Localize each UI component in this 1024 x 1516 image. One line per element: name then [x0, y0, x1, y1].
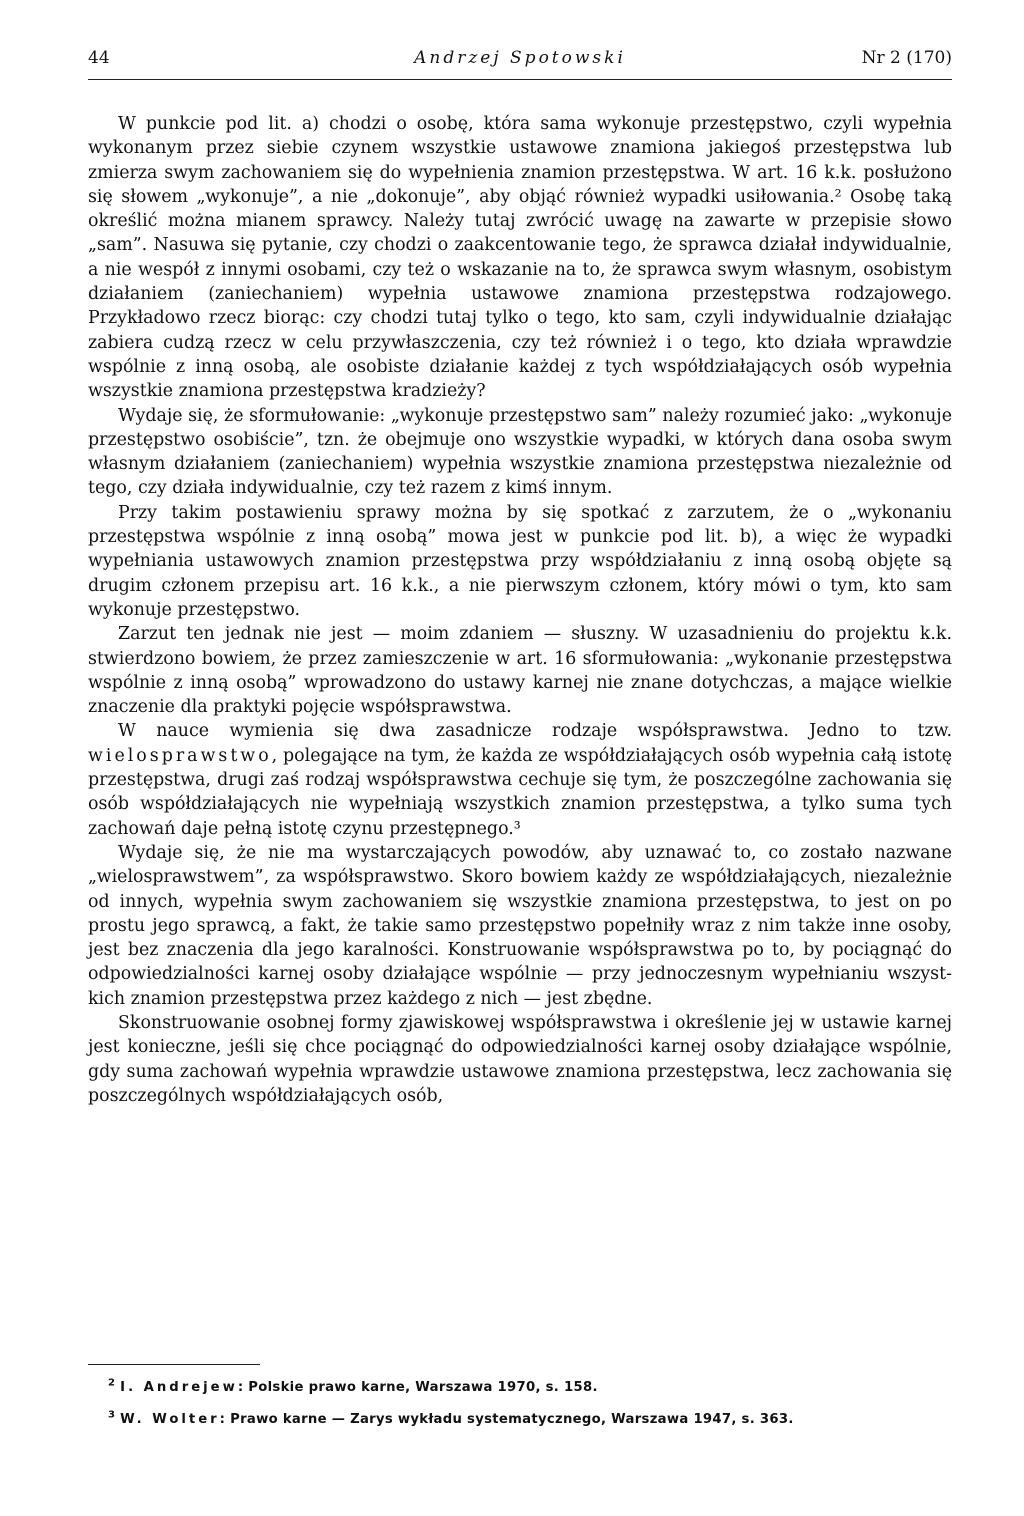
- paragraph-text: W nauce wymienia się dwa zasadnicze rodzaje współsprawstwa. Jedno to tzw.: [118, 721, 952, 742]
- header-rule: [88, 79, 952, 80]
- footnote: [108, 1372, 952, 1404]
- footnotes: [108, 1372, 952, 1436]
- body-text: [88, 112, 952, 1108]
- page-number: 44: [88, 48, 110, 68]
- footnote-author: W. Wolter: [120, 1412, 220, 1427]
- paragraph: Wydaje się, że sformułowanie: „wykonuje przestępstwo sam” należy rozumieć jako: „wykonuje przestępstwo osobiście”, tzn. że obejmuje ono wszystkie wypadki, w których dana osoba swym własnym działaniem (zaniechaniem) wypełnia wszystkie znamiona przestępstwa niezależnie od tego, czy działa indywidualnie, czy też razem z kimś innym.: [88, 405, 952, 499]
- footnote-author: I. Andrejew: [120, 1380, 238, 1395]
- paragraph: Przy takim postawieniu sprawy można by się spotkać z zarzutem, że o „wykonaniu przestępstwa wspólnie z inną osobą” mowa jest w punkcie pod lit. b), a więc że wypadki wypełniania ustawowych znamion przestępstwa przy współdziałaniu z inną osobą objęte są drugim członem przepisu art. 16 k.k., a nie pierwszym członem, który mówi o tym, kto sam wykonuje przestępstwo.: [88, 502, 952, 620]
- running-author: Andrzej Spotowski: [414, 48, 626, 68]
- footnote-text: : Polskie prawo karne, Warszawa 1970, s. 158.: [237, 1380, 598, 1395]
- footnote-mark: 2: [108, 1377, 116, 1389]
- footnote-rule: [88, 1364, 260, 1365]
- paragraph: W punkcie pod lit. a) chodzi o osobę, która sama wykonuje przestępstwo, czyli wypełnia wykonanym przez siebie czynem wszystkie ustawowe znamiona jakiegoś przestępstwa lub zmierza swym zachowaniem się do wypełnienia znamion przestępstwa. W art. 16 k.k. posłużono się słowem „wykonuje”, a nie „dokonuje”, aby objąć również wypadki usiłowania.² Osobę taką określić można mianem sprawcy. Należy tutaj zwrócić uwagę na zawarte w przepisie słowo „sam”. Nasuwa się pytanie, czy chodzi o zaakcentowanie tego, że sprawca działał indywidualnie, a nie wespół z innymi osobami, czy też o wskazanie na to, że sprawca swym własnym, osobistym działaniem (zaniechaniem) wypełnia ustawowe znamiona przestępstwa rodzajowego. Przykładowo rzecz biorąc: czy chodzi tutaj tylko o tego, kto sam, czyli indywidualnie działając zabiera cudzą rzecz w celu przywłaszczenia, czy też również i o tego, kto działa wprawdzie wspólnie z inną osobą, ale osobiste działanie każdej z tych współdziałających osób wypełnia wszystkie znamiona przestępstwa kradzieży?: [88, 114, 952, 402]
- footnote-text: : Prawo karne — Zarys wykładu systematycznego, Warszawa 1947, s. 363.: [219, 1412, 794, 1427]
- issue-number: Nr 2 (170): [861, 48, 952, 68]
- paragraph: Zarzut ten jednak nie jest — moim zdaniem — słuszny. W uzasadnieniu do projektu k.k. stwierdzono bowiem, że przez zamieszczenie w art. 16 sformułowania: „wykonanie przestępstwa wspólnie z inną osobą” wprowadzono do ustawy karnej nie znane dotychczas, a mające wielkie znaczenie dla praktyki pojęcie współsprawstwa.: [88, 624, 952, 718]
- footnote: [108, 1404, 952, 1436]
- paragraph: Wydaje się, że nie ma wystarczających powodów, aby uznawać to, co zostało nazwane „wielosprawstwem”, za współsprawstwo. Skoro bowiem każdy ze współdziałających, niezależnie od innych, wypełnia swym zachowaniem się wszystkie znamiona przestępstwa, to jest on po prostu jego sprawcą, a fakt, że takie samo przestępstwo popełniły wraz z nim także inne osoby, jest bez znaczenia dla jego karalności. Konstruowanie współsprawstwa po to, by pociągnąć do odpowiedzialności karnej osoby działające wspólnie — przy jednoczesnym wypełnianiu wszystkich znamion przestępstwa przez każdego z nich — jest zbędne.: [88, 842, 952, 1009]
- footnote-mark: 3: [108, 1409, 116, 1421]
- paragraph-text: , polegające na tym, że każda ze współdziałających osób wypełnia całą istotę przestępstwa, drugi zaś rodzaj współsprawstwa cechuje się tym, że poszczególne zachowania się osób współdziałających nie wypełniają wszystkich znamion przestępstwa, a tylko suma tych zachowań daje pełną istotę czynu przestępnego.³: [88, 745, 952, 839]
- spaced-term: wielosprawstwo: [88, 745, 272, 766]
- running-header: [88, 44, 952, 74]
- paragraph: Skonstruowanie osobnej formy zjawiskowej współsprawstwa i określenie jej w ustawie karnej jest konieczne, jeśli się chce pociągnąć do odpowiedzialności karnej osoby działające wspólnie, gdy suma zachowań wypełnia wprawdzie ustawowe znamiona przestępstwa, lecz zachowania się poszczególnych współdziałających osób,: [88, 1012, 952, 1106]
- paragraph: [88, 719, 952, 840]
